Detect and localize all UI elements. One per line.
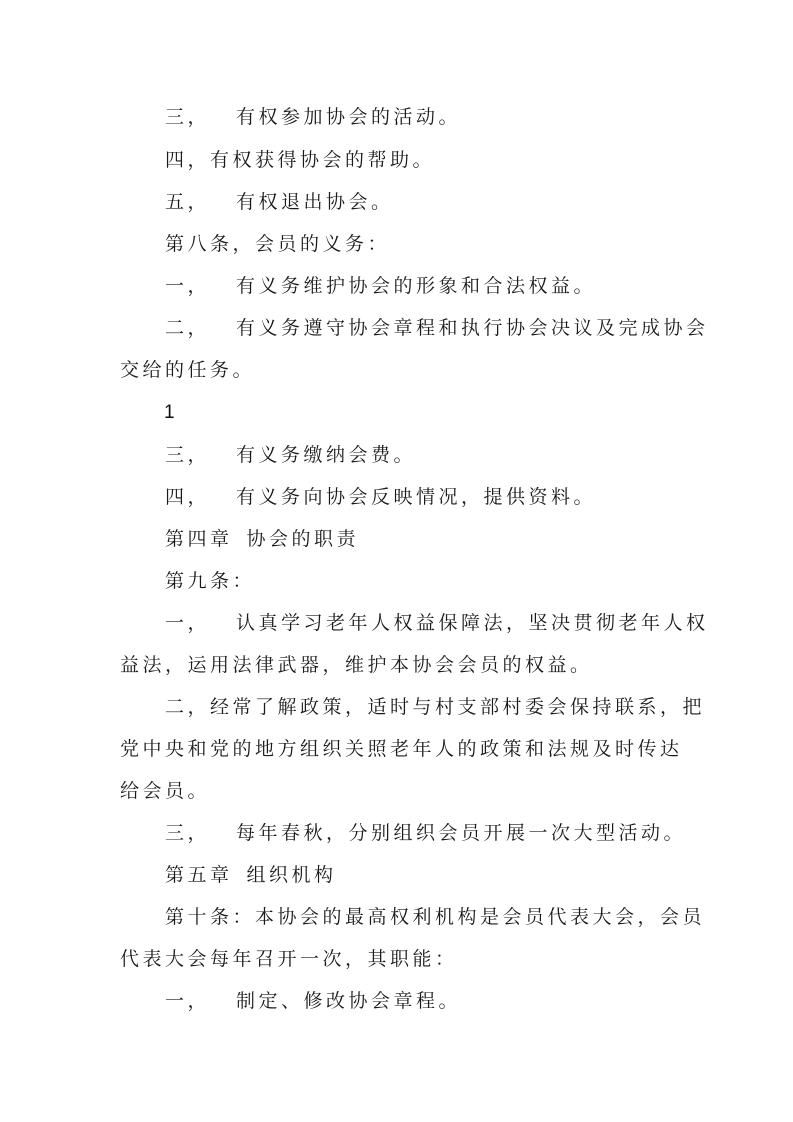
text-line: 二，经常了解政策，适时与村支部村委会保持联系，把 <box>165 696 706 718</box>
chapter-heading <box>165 862 337 888</box>
text-line <box>165 315 709 341</box>
chapter-number: 第五章 <box>165 864 233 886</box>
list-marker: 五， <box>165 191 211 213</box>
list-text: 有义务缴纳会费。 <box>236 444 417 466</box>
text-line: 代表大会每年召开一次，其职能： <box>120 948 458 970</box>
list-marker: 一， <box>165 990 211 1012</box>
text-line: 交给的任务。 <box>120 359 256 381</box>
chapter-title: 协会的职责 <box>246 528 360 550</box>
text-line: 党中央和党的地方组织关照老年人的政策和法规及时传达 <box>120 738 683 760</box>
chapter-number: 第四章 <box>165 528 233 550</box>
list-marker: 三， <box>165 106 211 128</box>
text-line: 益法，运用法律武器，维护本协会会员的权益。 <box>120 654 593 676</box>
article-heading: 第九条： <box>165 570 256 592</box>
text-line: 四，有权获得协会的帮助。 <box>165 149 436 171</box>
text-line <box>165 484 596 510</box>
text-line <box>165 189 394 215</box>
article-heading: 第八条，会员的义务： <box>165 233 391 255</box>
text-line <box>165 610 709 636</box>
list-text: 有权参加协会的活动。 <box>236 106 462 128</box>
list-text: 有义务维护协会的形象和合法权益。 <box>236 275 597 297</box>
chapter-title: 组织机构 <box>246 864 337 886</box>
list-marker: 四， <box>165 486 211 508</box>
list-text: 每年春秋，分别组织会员开展一次大型活动。 <box>236 822 687 844</box>
chapter-heading <box>165 526 359 552</box>
list-text: 制定、修改协会章程。 <box>236 990 462 1012</box>
list-text: 有义务向协会反映情况，提供资料。 <box>236 486 597 508</box>
text-line: 给会员。 <box>120 780 211 802</box>
list-text: 认真学习老年人权益保障法，坚决贯彻老年人权 <box>236 612 709 634</box>
text-line <box>165 273 596 299</box>
list-marker: 一， <box>165 275 211 297</box>
text-line <box>165 442 416 468</box>
list-marker: 三， <box>165 822 211 844</box>
text-line <box>165 988 461 1014</box>
list-text: 有权退出协会。 <box>236 191 394 213</box>
text-line: 第十条：本协会的最高权利机构是会员代表大会，会员 <box>165 906 706 928</box>
page-number: 1 <box>164 402 175 423</box>
list-marker: 三， <box>165 444 211 466</box>
text-line <box>165 104 461 130</box>
list-text: 有义务遵守协会章程和执行协会决议及完成协会 <box>236 317 709 339</box>
list-marker: 二， <box>165 317 211 339</box>
list-marker: 一， <box>165 612 211 634</box>
text-line <box>165 820 686 846</box>
